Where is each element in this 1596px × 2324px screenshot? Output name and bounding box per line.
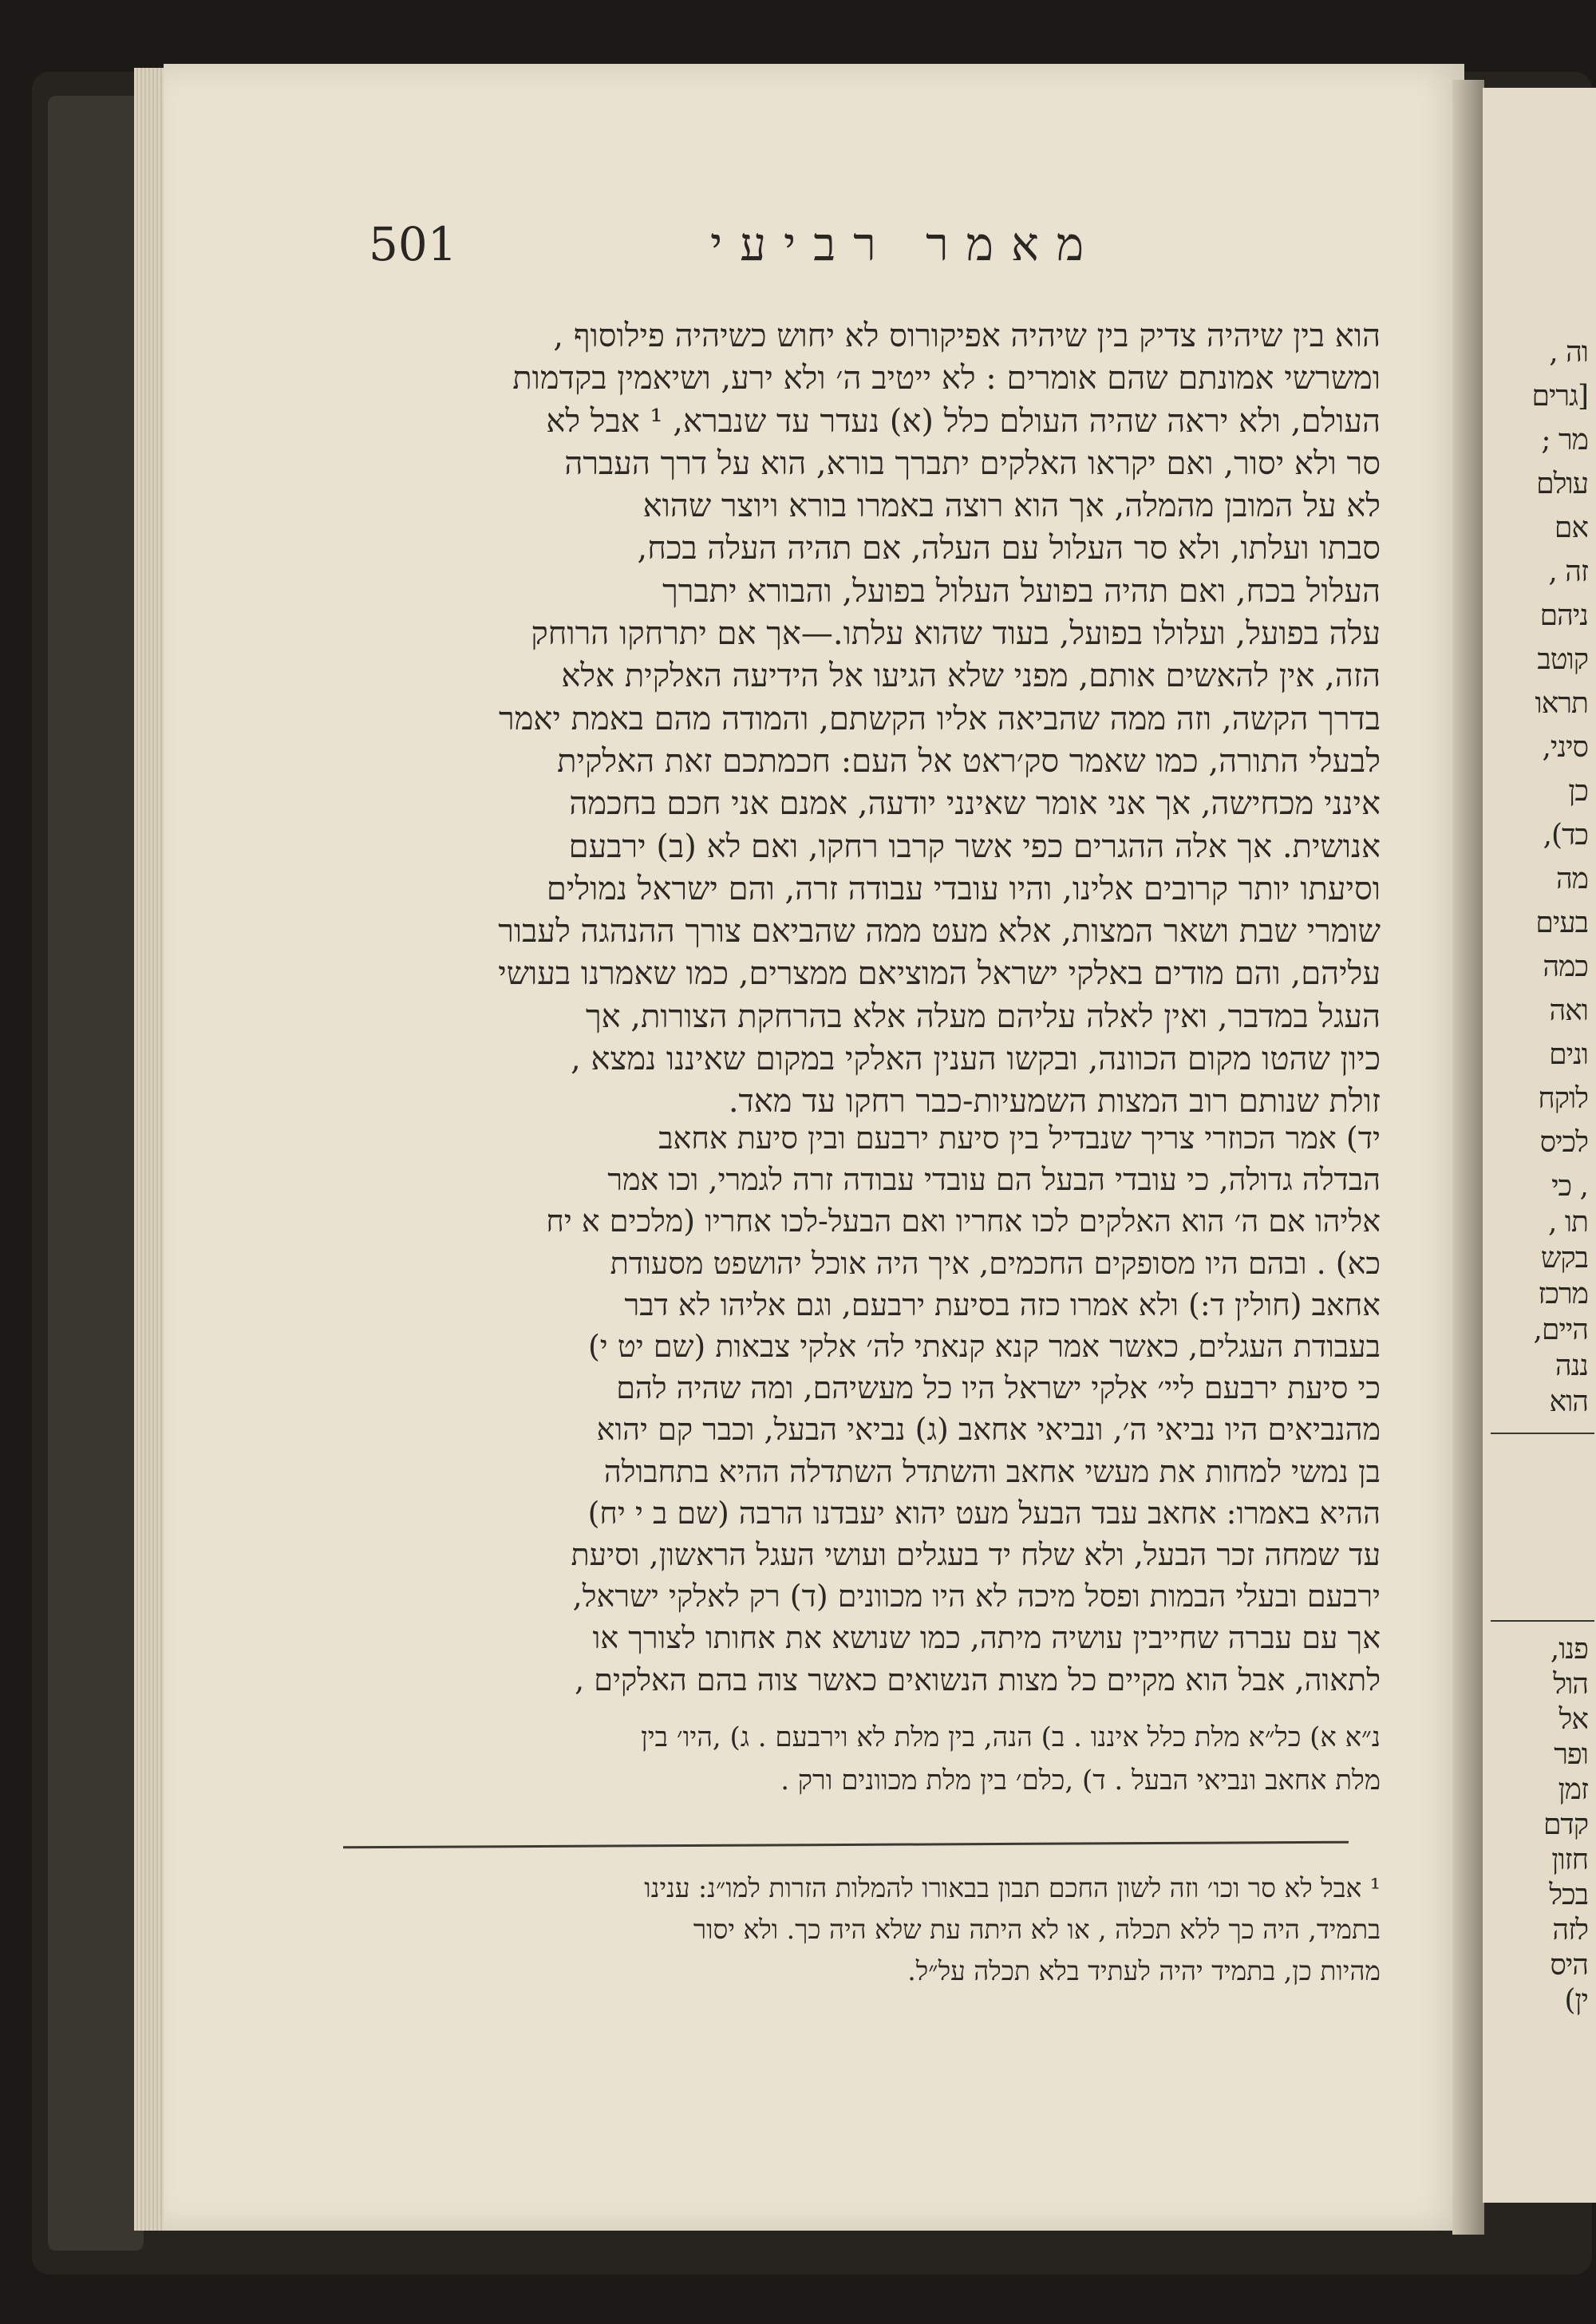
- facing-page-line: הול: [1553, 1668, 1588, 1701]
- facing-page-line: בכל: [1549, 1879, 1588, 1911]
- variant-line: מלת אחאב ונביאי הבעל . ד) ,כלם׳ בין מלת מכוונים ורק .: [780, 1765, 1381, 1796]
- text-line: זולת שנותם רוב המצות השמעיות-כבר רחקו עד מאד.: [728, 1083, 1381, 1120]
- text-line: מהנביאים היו נביאי ה׳, ונביאי אחאב (ג) נביאי הבעל, וכבר קם יהוא: [596, 1412, 1381, 1448]
- facing-page-line: פנו,: [1550, 1633, 1588, 1666]
- text-line: וסיעתו יותר קרובים אלינו, והיו עובדי עבודה זרה, והם ישראל נמולים: [546, 870, 1381, 907]
- facing-page-line: ופר: [1554, 1738, 1588, 1771]
- facing-page-line: אם: [1554, 512, 1588, 544]
- facing-page-line: חזון: [1551, 1844, 1588, 1876]
- text-line: עליהם, והם מודים באלקי ישראל המוציאם ממצרים, כמו שאמרנו בעושי: [498, 955, 1381, 993]
- facing-page-line: ניהם: [1539, 599, 1588, 632]
- facing-page-line: [גרים: [1531, 380, 1588, 413]
- page-gutter: [1452, 80, 1484, 2235]
- facing-page-line: ננה: [1555, 1350, 1588, 1382]
- text-line: אנושית. אך אלה ההגרים כפי אשר קרבו רחקו, ואם לא (ב) ירבעם: [568, 828, 1381, 865]
- facing-page-line: מה: [1555, 863, 1588, 895]
- text-line: הבדלה גדולה, כי עובדי הבעל הם עובדי עבודה זרה לגמרי, וכו אמר: [607, 1162, 1381, 1198]
- text-line: בן נמשי למחות את מעשי אחאב והשתדל השתדלה ההיא בתחבולה: [603, 1453, 1381, 1489]
- facing-page-line: לזה: [1552, 1914, 1588, 1947]
- facing-page-line: כן: [1568, 775, 1588, 808]
- facing-page-line: זמן: [1558, 1773, 1588, 1806]
- text-line: לבעלי התורה, כמו שאמר סק׳ראט אל העם: חכמתכם זאת האלקית: [557, 742, 1381, 780]
- facing-page-line: בעים: [1535, 907, 1588, 939]
- text-line: סר ולא יסור, ואם יקראו האלקים יתברך בורא, הוא על דרך העברה: [564, 445, 1381, 482]
- facing-page-line: מר ;: [1541, 424, 1588, 457]
- facing-page-line: ונים: [1549, 1038, 1588, 1071]
- text-line: כיון שהטו מקום הכוונה, ובקשו הענין האלקי במקום שאיננו נמצא ,: [571, 1041, 1381, 1078]
- facing-page-line: , כי: [1551, 1170, 1588, 1203]
- facing-page-rule: [1491, 1620, 1594, 1622]
- facing-page-fragment: [1483, 88, 1596, 2203]
- text-line: העגל במדבר, ואין לאלה עליהם מעלה אלא בהרחקת הצורות, אך: [585, 998, 1381, 1035]
- text-line: ירבעם ובעלי הבמות ופסל מיכה לא היו מכוונים (ד) רק לאלקי ישראל,: [572, 1579, 1381, 1615]
- text-line: הוא בין שיהיה צדיק בין שיהיה אפיקורוס לא יחוש כשיהיה פילוסוף ,: [553, 318, 1381, 354]
- facing-page-line: היס: [1550, 1949, 1588, 1982]
- text-line: לא על המובן מהמלה, אך הוא רוצה באמרו בורא ויוצר שהוא: [642, 488, 1381, 525]
- facing-page-line: כד),: [1543, 819, 1588, 852]
- book-spine-edge: [48, 96, 144, 2251]
- text-line: סבתו ועלתו, ולא סר העלול עם העלה, אם תהיה העלה בכח,: [637, 530, 1381, 567]
- text-line: אינני מכחישה, אך אני אומר שאינני יודעה, אמנם אני חכם בחכמה: [569, 785, 1381, 823]
- facing-page-line: וה ,: [1549, 336, 1588, 369]
- facing-page-line: סיני,: [1542, 731, 1588, 764]
- facing-page-rule: [1491, 1433, 1594, 1434]
- facing-page-line: זה ,: [1548, 555, 1588, 588]
- text-line: אחאב (חולין ד:) ולא אמרו כזה בסיעת ירבעם, וגם אליהו לא דבר: [624, 1286, 1381, 1322]
- footnote: [351, 1868, 1381, 1992]
- text-line: אך עם עברה שחייבין עושיה מיתה, כמו שנושא את אחותו לצורך או: [592, 1620, 1381, 1656]
- variant-readings: [351, 1716, 1381, 1802]
- text-line: הזה, אין להאשים אותם, מפני שלא הגיעו אל הידיעה האלקית אלא: [561, 658, 1381, 695]
- text-line: העולם, ולא יראה שהיה העולם כלל (א) נעדר עד שנברא, ¹ אבל לא: [546, 402, 1381, 440]
- text-line: יד) אמר הכוזרי צריך שנבדיל בין סיעת ירבעם ובין סיעת אחאב: [658, 1120, 1381, 1156]
- text-line: בעבודת העגלים, כאשר אמר קנא קנאתי לה׳ אלקי צבאות (שם יט י): [587, 1329, 1381, 1365]
- text-line: כא) . ובהם היו מסופקים החכמים, איך היה אוכל יהושפט מסעודת: [610, 1245, 1381, 1281]
- facing-page-line: עולם: [1536, 468, 1588, 500]
- facing-page-line: לוקח: [1538, 1082, 1588, 1115]
- text-line: בדרך הקשה, וזה ממה שהביאה אליו הקשתם, והמודה מהם באמת יאמר: [499, 700, 1381, 737]
- running-title: מאמר רביעי: [710, 217, 1102, 271]
- text-line: העלול בכח, ואם תהיה בפועל העלול בפועל, והבורא יתברך: [662, 572, 1381, 610]
- facing-page-line: תו ,: [1547, 1206, 1588, 1239]
- facing-page-line: ין): [1564, 1984, 1588, 2017]
- facing-page-line: הוא: [1549, 1385, 1588, 1418]
- text-line: כי סיעת ירבעם ליי׳ אלקי ישראל היו כל מעשיהם, ומה שהיה להם: [616, 1370, 1381, 1406]
- facing-page-line: ואה: [1549, 994, 1588, 1027]
- body-paragraph-1: [351, 315, 1381, 1124]
- facing-page-line: היים,: [1533, 1314, 1588, 1346]
- facing-page-line: אל: [1558, 1703, 1588, 1736]
- facing-page-line: מרכז: [1538, 1278, 1588, 1310]
- facing-page-line: לכיס: [1539, 1126, 1588, 1159]
- footnote-line: בתמיד, היה כך ללא תכלה , או לא היתה עת שלא היה כך. ולא יסור: [693, 1914, 1381, 1945]
- page-number: 501: [369, 217, 457, 271]
- facing-page-line: קדם: [1543, 1808, 1588, 1841]
- text-line: ומשרשי אמונתם שהם אומרים : לא ייטיב ה׳ ולא ירע, ושיאמין בקדמות: [512, 360, 1381, 397]
- footnote-line: מהיות כן, בתמיד יהיה לעתיד בלא תכלה על״ל.: [907, 1955, 1381, 1986]
- text-line: אליהו אם ה׳ הוא האלקים לכו אחריו ואם הבעל-לכו אחריו (מלכים א יח: [546, 1204, 1381, 1239]
- text-line: ההיא באמרו: אחאב עבד הבעל מעט יהוא יעבדנו הרבה (שם ב י יח): [587, 1495, 1381, 1531]
- text-line: לתאוה, אבל הוא מקיים כל מצות הנשואים כאשר צוה בהם האלקים ,: [575, 1662, 1381, 1698]
- text-line: עלה בפועל, ועלולו בפועל, בעוד שהוא עלתו.—אך אם יתרחקו הרוחק: [531, 615, 1381, 653]
- footnote-line: ¹ אבל לא סר וכו׳ וזה לשון החכם תבון בבאורו להמלות הזרות למו״נ: ענינו: [644, 1872, 1381, 1903]
- facing-page-line: כמה: [1543, 951, 1588, 983]
- variant-line: נ״א א) כל״א מלת כלל איננו . ב) הנה, בין מלת לא וירבעם . ג) ,היו׳ בין: [641, 1721, 1381, 1753]
- body-paragraph-2: [351, 1117, 1381, 1701]
- text-line: שומרי שבת ושאר המצות, אלא מעט ממה שהביאם צורך ההנהגה לעבור: [498, 913, 1381, 951]
- facing-page-line: תראו: [1535, 687, 1588, 720]
- facing-page-line: בקש: [1540, 1242, 1588, 1275]
- text-line: עד שמחה זכר הבעל, ולא שלח יד בעגלים ועושי העגל הראשון, וסיעת: [571, 1537, 1381, 1573]
- facing-page-line: קוטב: [1537, 643, 1588, 676]
